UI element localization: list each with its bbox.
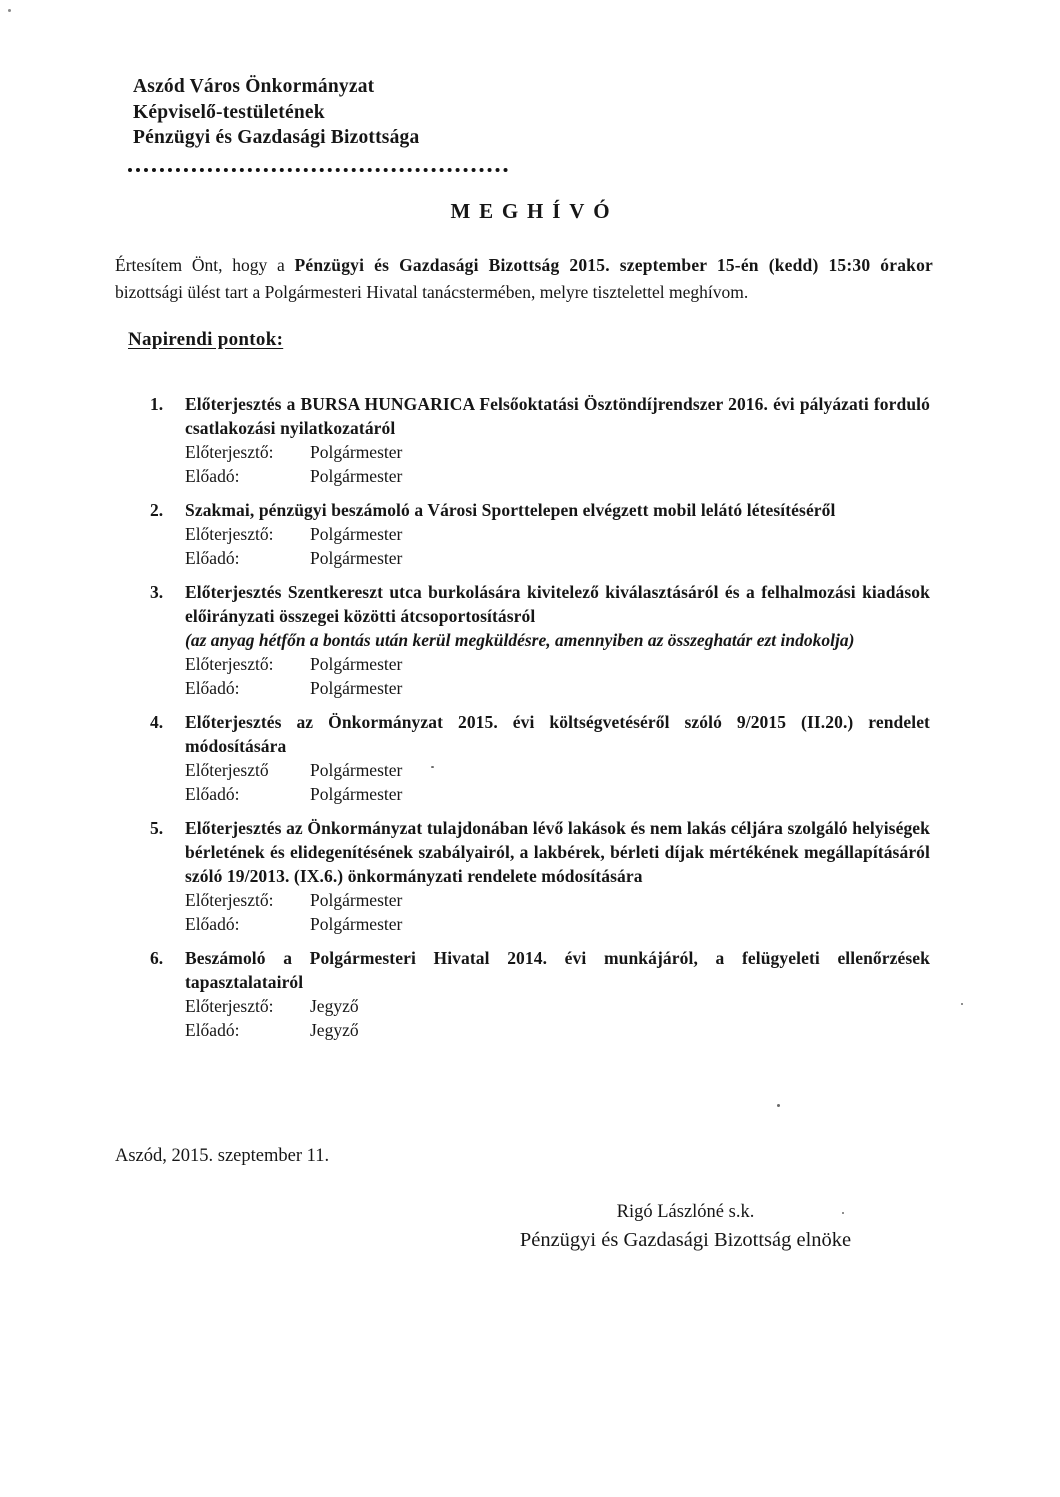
agenda-item-number: 2. [150,499,164,520]
org-name-line: Aszód Város Önkormányzat [133,76,375,97]
speaker-label: Előadó: [185,465,240,486]
scan-speck [431,766,434,768]
agenda-item-number: 1. [150,393,164,414]
presenter-label: Előterjesztő [185,759,269,780]
document-title: MEGHÍVÓ [450,198,619,223]
scan-speck [8,9,11,12]
speaker-row [185,546,930,570]
presenter-row [185,994,930,1018]
presenter-label: Előterjesztő: [185,653,274,674]
agenda-item-note: (az anyag hétfőn a bontás után kerül megküldésre, amennyiben az összeghatár ezt indokolja) [185,629,855,650]
agenda-list [150,392,930,1042]
presenter-row [185,888,930,912]
organization-header [133,0,1060,151]
presenter-row [185,522,930,546]
speaker-row [185,912,930,936]
scan-speck [777,1104,780,1107]
presenter-value: Jegyző [310,995,359,1016]
agenda-item-title: Szakmai, pénzügyi beszámoló a Városi Sporttelepen elvégzett mobil lelátó létesítéséről [185,499,836,520]
agenda-item [150,816,930,936]
speaker-label: Előadó: [185,783,240,804]
invitation-paragraph [115,252,933,306]
speaker-value: Polgármester [310,465,403,486]
presenter-row [185,758,930,782]
speaker-label: Előadó: [185,913,240,934]
speaker-value: Jegyző [310,1019,359,1040]
agenda-item-title: Előterjesztés az Önkormányzat tulajdonában lévő lakások és nem lakás céljára szolgáló helyiségek bérletének és elidegenítésének szabályairól, a lakbérek, bérleti díjak mértékének megállapításáról szóló 19/2013. (IX.6.) önkormányzati rendelete módosítására [185,817,930,886]
agenda-item-number: 3. [150,581,164,602]
agenda-item-title: Előterjesztés az Önkormányzat 2015. évi költségvetéséről szóló 9/2015 (II.20.) rendelet módosítására [185,711,930,756]
speaker-value: Polgármester [310,677,403,698]
speaker-label: Előadó: [185,1019,240,1040]
intro-text-bold: Pénzügyi és Gazdasági Bizottság 2015. szeptember 15-én (kedd) 15:30 órakor [294,254,933,275]
org-body-line: Képviselő-testületének [133,101,325,123]
agenda-item-title: Előterjesztés a BURSA HUNGARICA Felsőoktatási Ösztöndíjrendszer 2016. évi pályázati forduló csatlakozási nyilatkozatáról [185,393,930,438]
presenter-value: Polgármester [310,653,403,674]
presenter-label: Előterjesztő: [185,889,274,910]
dotted-separator [128,168,508,172]
agenda-item [150,946,930,1042]
speaker-label: Előadó: [185,677,240,698]
speaker-row [185,464,930,488]
speaker-row [185,782,930,806]
speaker-row [185,676,930,700]
agenda-item-number: 6. [150,947,164,968]
agenda-item [150,580,930,700]
presenter-row [185,440,930,464]
signature-block [428,1199,943,1255]
intro-text-pre: Értesítem Önt, hogy a [115,254,295,275]
date-line: Aszód, 2015. szeptember 11. [115,1145,330,1166]
speaker-row [185,1018,930,1042]
scan-speck [961,1003,963,1005]
scan-speck [842,1212,844,1214]
agenda-item [150,498,930,570]
presenter-value: Polgármester [310,759,403,780]
agenda-item-number: 4. [150,711,164,732]
signature-name: Rigó Lászlóné s.k. [616,1201,755,1222]
presenter-value: Polgármester [310,889,403,910]
speaker-value: Polgármester [310,913,403,934]
presenter-value: Polgármester [310,523,403,544]
org-committee-line: Pénzügyi és Gazdasági Bizottsága [133,127,420,148]
presenter-label: Előterjesztő: [185,995,274,1016]
agenda-heading: Napirendi pontok: [128,328,284,350]
speaker-value: Polgármester [310,547,403,568]
presenter-label: Előterjesztő: [185,441,274,462]
intro-text-post: bizottsági ülést tart a Polgármesteri Hivatal tanácstermében, melyre tisztelettel meghívom. [115,281,749,302]
agenda-item-title: Előterjesztés Szentkereszt utca burkolására kivitelező kiválasztásáról és a felhalmozási kiadások előirányzati összegei közötti átcsoportosításról [185,581,930,626]
speaker-value: Polgármester [310,783,403,804]
agenda-item-title: Beszámoló a Polgármesteri Hivatal 2014. évi munkájáról, a felügyeleti ellenőrzések tapasztalatairól [185,947,930,992]
signature-title: Pénzügyi és Gazdasági Bizottság elnöke [519,1228,852,1251]
presenter-label: Előterjesztő: [185,523,274,544]
presenter-row [185,652,930,676]
presenter-value: Polgármester [310,441,403,462]
agenda-item [150,392,930,488]
agenda-item [150,710,930,806]
speaker-label: Előadó: [185,547,240,568]
agenda-item-number: 5. [150,817,164,838]
